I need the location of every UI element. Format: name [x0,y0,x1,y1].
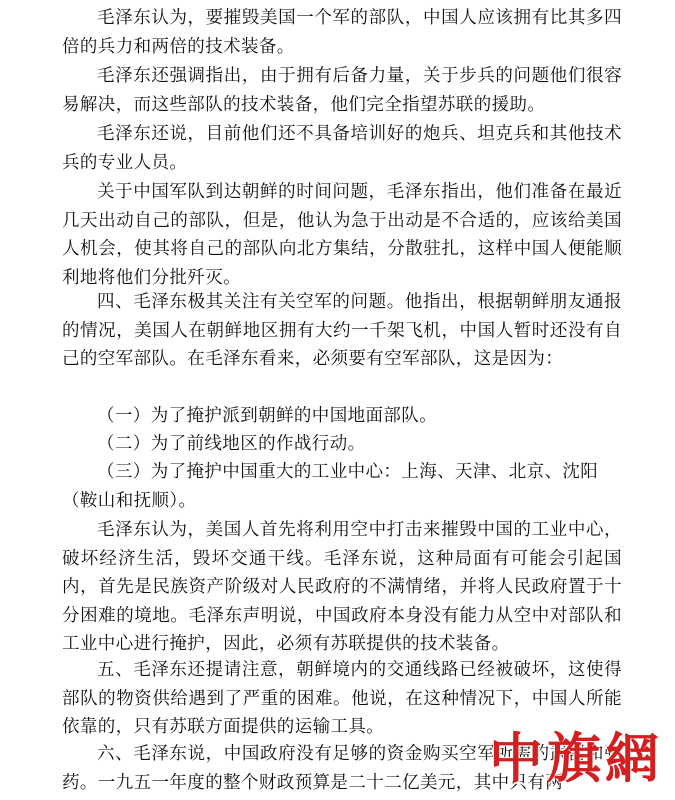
site-watermark-logo: 中旗網 [489,726,663,790]
paragraph-1: 毛泽东认为，要摧毁美国一个军的部队，中国人应该拥有比其多四倍的兵力和两倍的技术装备。 [62,8,622,57]
paragraph-6: 毛泽东认为，美国人首先将利用空中打击来摧毁中国的工业中心，破坏经济生活，毁坏交通干线。毛泽东说，这种局面有可能会引起国内，首先是民族资产阶级对人民政府的不满情绪，并将人民政府置于十分困难的境地。毛泽东声明说，中国政府本身没有能力从空中对部队和工业中心进行掩护，因此，必须有苏联提供的技术装备。 [62,520,622,654]
list-item-2: （二）为了前线地区的作战行动。 [97,434,366,454]
paragraph-3: 毛泽东还说，目前他们还不具备培训好的炮兵、坦克兵和其他技术兵的专业人员。 [62,124,622,173]
paragraph-5: 四、毛泽东极其关注有关空军的问题。他指出，根据朝鲜朋友通报的情况，美国人在朝鲜地区拥有大约一千架飞机，中国人暂时还没有自己的空军部队。在毛泽东看来，必须要有空军部队，这是因为： [62,292,622,369]
paragraph-2: 毛泽东还强调指出，由于拥有后备力量，关于步兵的问题他们很容易解决，而这些部队的技术装备，他们完全指望苏联的援助。 [62,66,622,115]
paragraph-4: 关于中国军队到达朝鲜的时间问题，毛泽东指出，他们准备在最近几天出动自己的部队，但是，他认为急于出动是不合适的，应该给美国人机会，使其将自己的部队向北方集结，分散驻扎，这样中国人便能顺利地将他们分批歼灭。 [62,182,622,288]
list-item-1: （一）为了掩护派到朝鲜的中国地面部队。 [97,406,438,426]
paragraph-7: 五、毛泽东还提请注意，朝鲜境内的交通线路已经被破坏，这使得部队的物资供给遇到了严重的困难。他说，在这种情况下，中国人所能依靠的，只有苏联方面提供的运输工具。 [62,660,622,737]
paragraph-8: 六、毛泽东说，中国政府没有足够的资金购买空军所需的武器和弹药。一九五一年度的整个财政预算是二十二亿美元，其中只有两 [62,744,622,793]
list-item-3: （三）为了掩护中国重大的工业中心：上海、天津、北京、沈阳（鞍山和抚顺）。 [62,462,599,511]
